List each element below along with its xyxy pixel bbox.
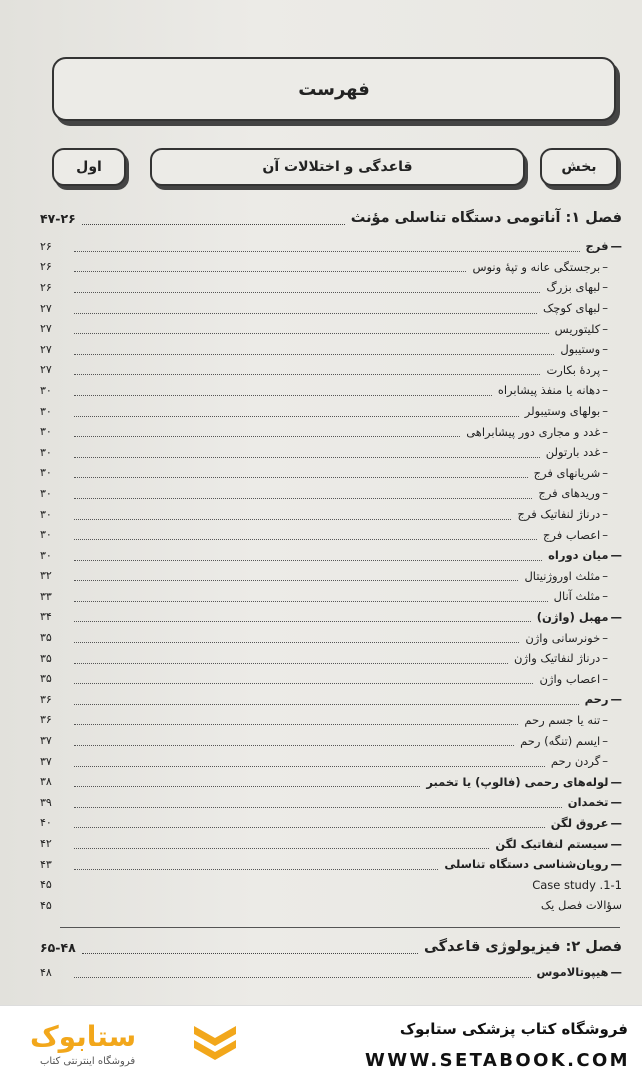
toc-entry-label: – بولهای وستیبولر [525,404,622,418]
leader-dots [74,838,489,849]
leader-dots [74,385,492,396]
leader-dots [74,859,438,870]
toc-entry-page: ۴۵ [40,898,52,912]
toc-entry[interactable] [40,566,622,587]
toc-entry-label: — لوله‌های رحمی (فالوپ) یا تخمبر [426,775,622,789]
toc-entry-page: ۳۹ [40,795,52,809]
toc-entry-label: سؤالات فصل یک [540,898,622,913]
leader-dots [74,776,420,787]
toc-entry-label: – پردهٔ بکارت [546,363,622,377]
toc-entry-label: — فرج [586,239,622,253]
toc-entry-page: ۴۵ [40,878,52,892]
toc-entry[interactable] [40,463,622,484]
toc-entry[interactable] [40,586,622,607]
leader-dots [74,550,542,561]
toc-entry-label: – لبهای بزرگ [546,280,622,294]
leader-dots [74,900,535,910]
chapter-2-pages: ۶۵-۴۸ [40,939,76,955]
toc-entry-page: ۳۴ [40,610,52,624]
chapter-2-toc-list [40,962,622,983]
toc-entry-page: ۲۷ [40,363,52,377]
leader-dots [74,447,540,458]
toc-entry-page: ۳۰ [40,425,52,439]
toc-entry-label: – اعصاب واژن [539,672,622,686]
leader-dots [74,714,518,725]
toc-entry-label: — مهبل (واژن) [537,610,622,624]
section-name: قاعدگی و اختلالات آن [262,159,413,175]
leader-dots [74,509,511,520]
toc-entry[interactable] [40,627,622,648]
toc-entry-label: – مثلث آنال [554,589,622,603]
leader-dots [74,591,548,602]
chapter-divider [60,927,620,928]
toc-entry[interactable] [40,833,622,854]
toc-entry-page: ۳۶ [40,713,52,727]
toc-entry-label: — میان دوراه [548,548,622,562]
toc-entry-page: ۳۵ [40,651,52,665]
toc-entry-page: ۳۲ [40,569,52,583]
toc-entry[interactable] [40,421,622,442]
leader-dots [82,941,418,954]
leader-dots [74,570,518,581]
toc-entry-label: – غدد بارتولن [546,445,622,459]
toc-entry-page: ۳۰ [40,528,52,542]
toc-entry-page: ۲۶ [40,260,52,274]
leader-dots [74,488,532,499]
leader-dots [74,756,545,767]
toc-entry[interactable] [40,689,622,710]
toc-entry-label: – کلیتوریس [555,322,622,336]
toc-entry-page: ۳۵ [40,672,52,686]
toc-entry-page: ۳۰ [40,404,52,418]
chapter-2-title: فصل ۲: فیزیولوژی قاعدگی [424,939,622,955]
toc-entry[interactable] [40,401,622,422]
toc-entry-label: – درناژ لنفاتیک فرج [517,507,622,521]
toc-entry-label: – وستیبول [560,342,622,356]
toc-entry[interactable] [40,483,622,504]
toc-entry[interactable] [40,339,622,360]
setabook-logo-icon [190,1020,240,1066]
toc-entry[interactable] [40,277,622,298]
toc-entry[interactable] [40,236,622,257]
toc-entry-label: – مثلث اوروژنیتال [524,569,622,583]
toc-entry-label: – تنه یا جسم رحم [524,713,622,727]
toc-entry-page: ۴۸ [40,965,52,979]
toc-entry-page: ۳۰ [40,466,52,480]
toc-entry-label: — سیستم لنفاتیک لگن [495,837,622,851]
store-footer [0,1005,642,1081]
logo-wordmark[interactable]: ستابوک [30,1020,137,1053]
leader-dots [74,632,519,643]
toc-entry[interactable] [40,751,622,772]
toc-entry[interactable] [40,648,622,669]
toc-entry-label: – وریدهای فرج [538,486,622,500]
toc-entry[interactable] [40,504,622,525]
toc-entry[interactable] [40,257,622,278]
toc-entry-page: ۴۲ [40,837,52,851]
toc-entry-page: ۴۳ [40,857,52,871]
toc-entry-page: ۳۰ [40,445,52,459]
store-url-link[interactable]: WWW.SETABOOK.COM [365,1050,630,1071]
toc-entry-page: ۳۳ [40,589,52,603]
toc-entry[interactable] [40,895,622,916]
toc-entry-page: ۳۰ [40,548,52,562]
section-label: بخش [561,159,597,175]
toc-entry-page: ۲۶ [40,239,52,253]
toc-entry[interactable] [40,792,622,813]
leader-dots [74,694,579,705]
toc-entry-page: ۲۷ [40,322,52,336]
leader-dots [74,880,526,890]
chapter-1-pages: ۴۷-۲۶ [40,210,76,226]
leader-dots [74,467,528,478]
leader-dots [74,261,466,272]
leader-dots [74,344,554,355]
toc-entry[interactable] [40,607,622,628]
leader-dots [74,797,562,808]
toc-entry-page: ۳۵ [40,631,52,645]
leader-dots [74,406,519,417]
toc-entry[interactable] [40,318,622,339]
toc-entry-label: – برجستگی عانه و تپهٔ ونوس [472,260,622,274]
section-order-box [52,148,126,186]
toc-entry-page: ۳۰ [40,383,52,397]
toc-entry-label: – لبهای کوچک [543,301,622,315]
toc-entry[interactable] [40,524,622,545]
leader-dots [74,653,508,664]
toc-entry-label: – غدد و مجاری دور پیشابراهی [466,425,622,439]
toc-entry-page: ۲۷ [40,342,52,356]
toc-entry[interactable] [40,710,622,731]
toc-entry-page: ۴۰ [40,816,52,830]
toc-entry[interactable] [40,771,622,792]
toc-entry-page: ۳۷ [40,754,52,768]
toc-entry-page: ۳۰ [40,507,52,521]
toc-entry[interactable] [40,730,622,751]
page-title-box [52,57,616,121]
toc-entry-label: – گردن رحم [551,754,622,768]
toc-entry-label: — هیپوتالاموس [537,965,622,979]
toc-entry-label: – ایسم (تنگه) رحم [520,734,622,748]
chapter-2-heading[interactable] [40,936,622,958]
toc-entry[interactable] [40,668,622,689]
toc-entry-label: – اعصاب فرج [543,528,622,542]
leader-dots [74,426,460,437]
chapter-1-toc-list [40,236,622,916]
toc-entry-label: – شریانهای فرج [534,466,622,480]
chapter-1-title: فصل ۱: آناتومی دستگاه تناسلی مؤنث [350,210,622,226]
toc-entry-page: ۳۰ [40,486,52,500]
leader-dots [74,241,580,252]
leader-dots [74,364,540,375]
toc-entry-page: ۳۷ [40,734,52,748]
page-title: فهرست [298,78,370,100]
section-label-box [540,148,618,186]
leader-dots [74,529,537,540]
store-name: فروشگاه کتاب پزشکی ستابوک [399,1020,628,1038]
toc-entry-label: – خونرسانی واژن [525,631,622,645]
toc-entry[interactable] [40,298,622,319]
leader-dots [74,282,540,293]
toc-entry-page: ۲۶ [40,280,52,294]
toc-entry-page: ۳۸ [40,775,52,789]
toc-entry[interactable] [40,545,622,566]
toc-entry-label: — تخمدان [568,795,622,809]
toc-entry-label: Case study .1-1 [532,877,622,892]
toc-entry[interactable] [40,813,622,834]
leader-dots [74,673,533,684]
leader-dots [74,323,549,334]
chapter-1-heading[interactable] [40,207,622,229]
toc-entry[interactable] [40,360,622,381]
toc-entry-page: ۳۶ [40,692,52,706]
leader-dots [82,212,345,225]
toc-entry[interactable] [40,874,622,895]
toc-entry[interactable] [40,380,622,401]
section-order: اول [76,159,102,175]
toc-entry[interactable] [40,442,622,463]
toc-entry-label: – دهانه یا منفذ پیشابراه [498,383,622,397]
toc-entry[interactable] [40,962,622,983]
toc-entry[interactable] [40,854,622,875]
leader-dots [74,967,531,978]
leader-dots [74,817,545,828]
leader-dots [74,611,531,622]
toc-entry-page: ۲۷ [40,301,52,315]
toc-entry-label: — رحم [585,692,622,706]
section-name-box [150,148,525,186]
leader-dots [74,303,537,314]
toc-entry-label: – درناژ لنفاتیک واژن [514,651,622,665]
logo-subtitle: فروشگاه اینترنتی کتاب [40,1056,136,1067]
toc-entry-label: — عروق لگن [551,816,622,830]
toc-entry-label: — رویان‌شناسی دستگاه تناسلی [444,857,622,871]
leader-dots [74,735,514,746]
